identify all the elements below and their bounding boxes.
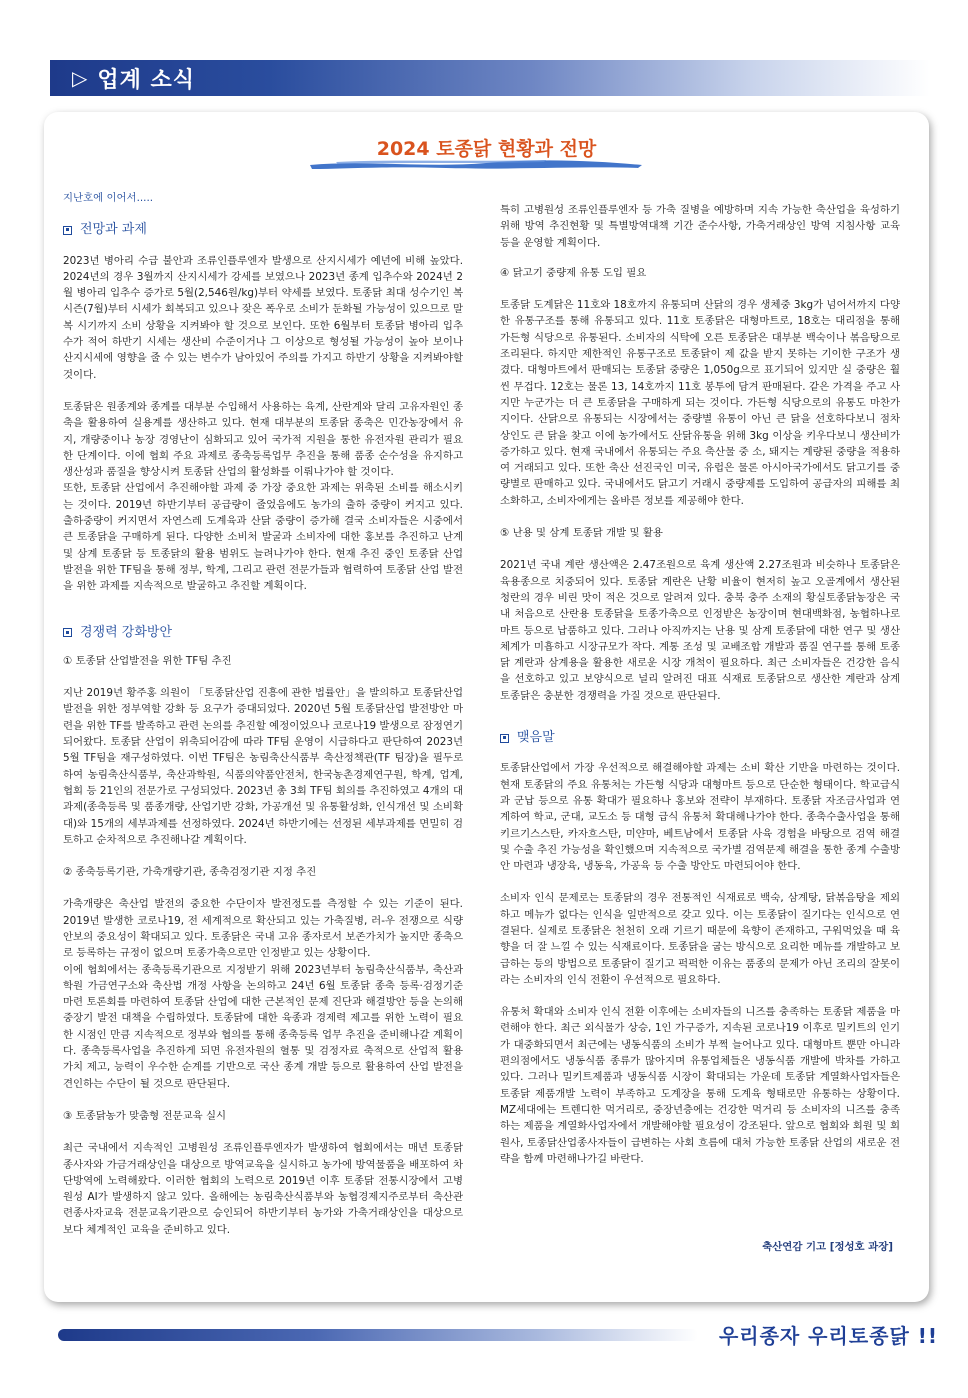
paragraph: 토종닭은 원종계와 종계를 대부분 수입해서 사용하는 육계, 산란계와 달리 고유자원인 종축을 활용하여 실용계를 생산하고 있다. 현재 대부분의 토종닭 종축은 민간농장에서 유지, 개량중이나 농장 경영난이 심화되고 있어 국가적 지원을 통한 유전자원 관리가 필요한 단계이다. 이에 협회 주요 과제로 종축등록업무 추진을 통해 품종 순수성을 유지하고 생산성과 품질을 향상시켜 토종닭 산업의 활성화를 이뤄나가야 할 것이다. [63,400,463,479]
square-bullet-icon [500,734,509,743]
triangle-icon: ▷ [72,66,88,90]
article-title: 2024 토종닭 현황과 전망 [376,138,597,160]
paragraph: 토종닭산업에서 가장 우선적으로 해결해야할 과제는 소비 확산 기반을 마련하는 것이다. 현재 토종닭의 주요 유통처는 가든형 식당과 대형마트 등으로 단순한 형태이다. 학교급식과 군납 등으로 유통 확대가 필요하나 홍보와 전략이 부재하다. 토종닭 자조금사업과 연계하여 학교, 군대, 교도소 등 대형 급식 유통처 확대해나가야 한다. 종축수출사업을 통해 키르기스스탄, 카자흐스탄, 미얀마, 베트남에서 토종닭 사육 경험을 바탕으로 검역 해결 및 수출 추진 가능성을 확인했으며 지속적으로 국가별 검역문제 해결을 통한 종계 수출방안 마련과 냉장육, 냉동육, 가공육 등 수출 방안도 마련되어야 한다. [500,762,900,873]
subheading: ① 토종닭 산업발전을 위한 TF팀 추진 [63,654,232,667]
paragraph: 소비자 인식 문제로는 토종닭의 경우 전통적인 식재료로 백숙, 삼계탕, 닭볶음탕을 제외하고 메뉴가 없다는 인식을 일반적으로 갖고 있다. 이는 토종닭이 질기다는 인식으로 연결된다. 실제로 토종닭은 천천히 오래 기르기 때문에 육향이 존재하고, 구워먹었을 때 육향을 더 잘 느낄 수 있는 식재료이다. 토종닭을 굽는 방식으로 요리한 메뉴를 개발하고 보급하는 등의 방법으로 토종닭이 질기고 퍽퍽한 이유는 품종의 문제가 아닌 조리의 잘못이라는 소비자의 인식 전환이 우선적으로 필요하다. [500,892,900,986]
section-header-bar [50,60,930,96]
paragraph: 토종닭 도계닭은 11호와 18호까지 유통되며 산닭의 경우 생체중 3kg가 넘어서까지 다양한 유통구조를 통해 유통되고 있다. 11호 토종닭은 대형마트로, 18호는 대리점을 통해 가든형 식당으로 유통된다. 소비자의 식탁에 오른 토종닭은 대부분 백숙이나 볶음탕으로 조리된다. 하지만 제한적인 유통구조로 토종닭이 제 값을 받지 못하는 기이한 구조가 생겼다. 대형마트에서 판매되는 토종닭 중량은 1,050g으로 표기되어 있지만 실 중량은 훨씬 무겁다. 12호는 물론 13, 14호까지 11호 봉투에 담겨 판매된다. 같은 가격을 주고 사지만 누군가는 더 큰 토종닭을 구매하게 되는 것이다. 가든형 식당으로의 유통도 마찬가지이다. 산닭으로 유통되는 시장에서는 중량별 유통이 아닌 큰 닭을 선호하다보니 점차 상인도 큰 닭을 찾고 이에 농가에서도 산닭유통을 위해 3kg 이상을 키우다보니 생산비가 증가하고 있다. 현재 국내에서 유통되는 주요 축산물 중 소, 돼지는 계량된 중량을 적용하여 거래되고 있다. 또한 축산 선진국인 미국, 유럽은 물론 아시아국가에서도 닭고기를 중량별로 판매하고 있다. 국내에서도 닭고기 거래시 중량제를 도입하여 공급자의 피해를 최소화하고, 소비자에게는 올바른 정보를 제공해야 한다. [500,299,900,507]
section-title: 전망과 과제 [80,222,147,238]
section-heading-conclusion [500,730,900,746]
footer-slogan: 우리종자 우리토종닭 !! [718,1324,938,1348]
subheading: ⑤ 난용 및 삼계 토종닭 개발 및 활용 [500,527,663,540]
continued-note: 지난호에 이어서..... [63,192,154,204]
paragraph: 가축개량은 축산업 발전의 중요한 수단이자 발전정도를 측정할 수 있는 기준이 된다. 2019년 발생한 코로나19, 전 세계적으로 확산되고 있는 가축질병, 러-우 전쟁으로 식량안보의 중요성이 확대되고 있다. 토종닭은 국내 고유 종자로서 보존가치가 높지만 종축으로 등록하는 규정이 없으며 토종가축으로만 인정받고 있는 상황이다. [63,898,463,960]
left-column [63,190,463,1238]
paragraph: 2023년 병아리 수급 불안과 조류인플루엔자 발생으로 산지시세가 예년에 비해 높았다. 2024년의 경우 3월까지 산지시세가 강세를 보였으나 2023년 종계 입추수와 2024년 2월 병아리 입추수 증가로 5월(2,546원/kg)부터 약세를 보였다. 토종닭 최대 성수기인 복시즌(7월)부터 시세가 회복되고 있으나 잦은 폭우로 소비가 둔화될 가능성이 있으므로 말복 시기까지 소비 상황을 지켜봐야 할 것으로 보인다. 또한 6월부터 토종닭 병아리 입추수가 적어 하반기 시세는 생산비 수준이거나 그 이상으로 형성될 가능성이 높아 보이나 산지시세에 영향을 줄 수 있는 변수가 남아있어 주의를 가지고 하반기 상황을 지켜봐야할 것이다. [63,254,463,381]
footer-bar [58,1329,698,1341]
section-title: 경쟁력 강화방안 [80,624,173,640]
subheading: ④ 닭고기 중량제 유통 도입 필요 [500,266,647,279]
article-card [44,112,929,1302]
section-title: 맺음말 [517,730,555,746]
brush-underline-icon [306,156,646,172]
section-heading-outlook [63,222,463,238]
paragraph: 또한, 토종닭 산업에서 추진해야할 과제 중 가장 중요한 과제는 위축된 소비를 해소시키는 것이다. 2019년 하반기부터 공급량이 줄었음에도 농가의 출하 중량이 커지고 있다. 출하중량이 커지면서 자연스레 도계육과 산닭 중량이 증가해 결국 소비자들은 시중에서 큰 토종닭을 구매하게 된다. 다양한 소비처 발굴과 소비자에 대한 홍보를 추진하고 난계 및 삼계 토종닭 등 토종닭의 활용 범위도 늘려나가야 한다. 현재 추진 중인 토종닭 산업 발전을 위한 TF팀을 통해 정부, 학계, 그리고 관련 전문가들과 협력하여 토종닭 산업 발전을 위한 과제를 지속적으로 발굴하고 추진할 계획이다. [63,482,463,593]
section-heading-competitiveness [63,625,463,641]
square-bullet-icon [63,628,72,637]
paragraph: 유통처 확대와 소비자 인식 전환 이후에는 소비자들의 니즈를 충족하는 토종닭 제품을 마련해야 한다. 최근 외식물가 상승, 1인 가구증가, 지속된 코로나19 이후로 밀키트의 인기가 대중화되면서 최근에는 냉동식품의 소비가 부쩍 늘어나고 있다. 대형마트 뿐만 아니라 편의점에서도 냉동식품 종류가 많아지며 유통업체들은 냉동식품 개발에 박차를 가하고 있다. 그러나 밀키트제품과 냉동식품 시장이 확대되는 가운데 토종닭 계열화사업자들은 토종닭 제품개발 노력이 부족하고 도계장을 통해 도계육 형태로만 유통하는 상황이다. MZ세대에는 트렌디한 먹거리로, 중장년층에는 건강한 먹거리 등 소비자의 니즈를 충족하는 제품을 계열화사업자에서 개발해야할 필요성이 강조된다. 앞으로 협회와 회원 및 회원사, 토종닭산업종사자들이 급변하는 사회 흐름에 대처 가능한 토종닭 산업의 새로운 전략을 함께 마련해나가길 바란다. [500,1006,900,1165]
section-header-title: 업계 소식 [97,67,196,93]
paragraph: 최근 국내에서 지속적인 고병원성 조류인플루엔자가 발생하여 협회에서는 매년 토종닭 종사자와 가금거래상인을 대상으로 방역교육을 실시하고 농가에 방역물품을 배포하여 차단방역에 노력해왔다. 이러한 협회의 노력으로 2019년 이후 토종닭 전통시장에서 고병원성 AI가 발생하지 않고 있다. 올해에는 농림축산식품부와 농협경제지주로부터 축산관련종사자교육 전문교육기관으로 승인되어 하반기부터 농가와 가축거래상인을 대상으로 보다 체계적인 교육을 준비하고 있다. [63,1142,463,1236]
byline: 축산연감 기고 [정성호 과장] [762,1241,893,1253]
right-column [500,202,900,1167]
paragraph: 이에 협회에서는 종축등록기관으로 지정받기 위해 2023년부터 농림축산식품부, 축산과학원 가금연구소와 축산법 개정 사항을 논의하고 24년 6월 토종닭 종축 등록·검정기준 마련 토론회를 마련하여 토종닭 산업에 대한 근본적인 문제 진단과 해결방안 등을 논의해 중장기 발전 대책을 수립하였다. 토종닭에 대한 육종과 경제력 제고를 위한 노력이 필요한 시점인 만큼 지속적으로 정부와 협의를 통해 종축등록 업무 추진을 준비해나갈 계획이다. 종축등록사업을 추진하게 되면 유전자원의 혈통 및 검정자료 축적으로 산업적 활용 가치 제고, 능력이 우수한 순계를 기반으로 국산 종계 개발 등으로 활용하여 산업 발전을 견인하는 수단이 될 것으로 판단된다. [63,963,463,1090]
paragraph: 지난 2019년 황주홍 의원이 「토종닭산업 진흥에 관한 법률안」을 발의하고 토종닭산업 발전을 위한 정부역할 강화 등 요구가 증대되었다. 2020년 5월 토종닭산업 발전방안 마련을 위한 TF를 발족하고 관련 논의를 추진할 예정이었으나 코로나19 발생으로 잠정연기되어왔다. 토종닭 산업이 위축되어감에 따라 TF팀 운영이 시급하다고 판단하여 2023년 5월 TF팀을 재구성하였다. 이번 TF팀은 농림축산식품부 축산정책관(TF 팀장)을 필두로 하여 농림축산식품부, 축산과학원, 식품의약품안전처, 한국농촌경제연구원, 학계, 업계, 협회 등 21인의 전문가로 구성되었다. 2023년 총 3회 TF팀 회의를 추진하였고 4개의 대과제(종축등록 및 품종개량, 산업기반 강화, 가공개선 및 유통활성화, 인식개선 및 소비확대)와 15개의 세부과제를 선정하였다. 2024년 하반기에는 선정된 세부과제를 면밀히 검토하고 순차적으로 추진해나갈 계획이다. [63,687,463,846]
square-bullet-icon [63,226,72,235]
subheading: ③ 토종닭농가 맞춤형 전문교육 실시 [63,1109,227,1122]
subheading: ② 종축등록기관, 가축개량기관, 종축검정기관 지정 추진 [63,866,317,879]
paragraph: 특히 고병원성 조류인플루엔자 등 가축 질병을 예방하며 지속 가능한 축산업을 육성하기 위해 방역 추진현황 및 특별방역대책 기간 준수사항, 가축거래상인 방역 지침사항 교육 등을 운영할 계획이다. [500,204,900,249]
paragraph: 2021년 국내 계란 생산액은 2.47조원으로 육계 생산액 2.27조원과 비슷하나 토종닭은 육용종으로 치중되어 있다. 토종닭 계란은 난황 비율이 현저히 높고 오골계에서 생산된 청란의 경우 비린 맛이 적은 것으로 알려져 있다. 충북 충주 소재의 황실토종닭농장은 국내 처음으로 산란용 토종닭을 토종가축으로 인정받은 농장이며 현대백화점, 농협하나로마트 등으로 납품하고 있다. 그러나 아직까지는 난용 및 삼계 토종닭에 대한 연구 및 생산체계가 미흡하고 시장규모가 작다. 계통 조성 및 교배조합 개발과 품질 연구를 통해 토종닭 계란과 삼계용을 활용한 새로운 시장 개척이 필요하다. 최근 소비자들은 건강한 음식을 선호하고 있고 보양식으로 널리 알려진 대표 식재료 토종닭으로 생산한 계란과 삼계 토종닭은 충분한 경쟁력을 가질 것으로 판단된다. [500,559,900,702]
